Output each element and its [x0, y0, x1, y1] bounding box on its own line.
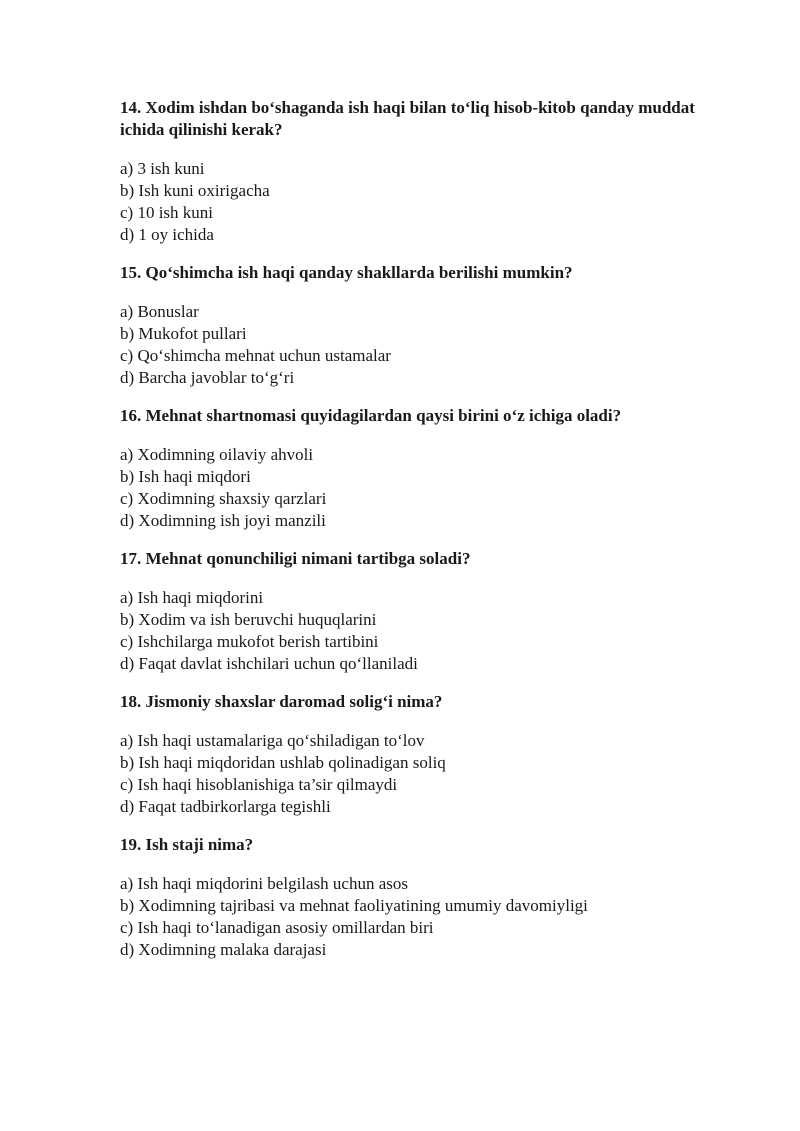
question-title: 19. Ish staji nima?: [120, 835, 254, 854]
answer-options: [120, 444, 720, 532]
question-16: [120, 405, 720, 532]
question-17: [120, 548, 720, 675]
answer-options: [120, 873, 720, 961]
answer-option-d: d) Faqat davlat ishchilari uchun qo‘llaniladi: [120, 654, 418, 673]
question-15: [120, 262, 720, 389]
answer-option-b: b) Ish kuni oxirigacha: [120, 181, 270, 200]
answer-option-d: d) Barcha javoblar to‘g‘ri: [120, 368, 295, 387]
answer-options: [120, 158, 720, 246]
question-title: 15. Qo‘shimcha ish haqi qanday shakllarda berilishi mumkin?: [120, 263, 573, 282]
answer-option-c: c) Qo‘shimcha mehnat uchun ustamalar: [120, 346, 391, 365]
document-page: [120, 97, 720, 977]
answer-option-c: c) 10 ish kuni: [120, 203, 214, 222]
answer-option-a: a) 3 ish kuni: [120, 159, 205, 178]
answer-options: [120, 587, 720, 675]
answer-option-a: a) Xodimning oilaviy ahvoli: [120, 445, 314, 464]
answer-option-c: c) Xodimning shaxsiy qarzlari: [120, 489, 327, 508]
answer-option-b: b) Ish haqi miqdori: [120, 467, 251, 486]
answer-option-a: a) Bonuslar: [120, 302, 199, 321]
question-18: [120, 691, 720, 818]
answer-option-b: b) Mukofot pullari: [120, 324, 247, 343]
question-14: [120, 97, 720, 246]
answer-option-d: d) 1 oy ichida: [120, 225, 214, 244]
question-title: 17. Mehnat qonunchiligi nimani tartibga soladi?: [120, 549, 471, 568]
answer-option-a: a) Ish haqi ustamalariga qo‘shiladigan to‘lov: [120, 731, 425, 750]
question-title: 18. Jismoniy shaxslar daromad solig‘i nima?: [120, 692, 443, 711]
answer-options: [120, 301, 720, 389]
answer-options: [120, 730, 720, 818]
answer-option-b: b) Xodim va ish beruvchi huquqlarini: [120, 610, 377, 629]
question-19: [120, 834, 720, 961]
answer-option-b: b) Ish haqi miqdoridan ushlab qolinadigan soliq: [120, 753, 446, 772]
answer-option-c: c) Ish haqi to‘lanadigan asosiy omillardan biri: [120, 918, 434, 937]
answer-option-a: a) Ish haqi miqdorini: [120, 588, 264, 607]
question-title: 16. Mehnat shartnomasi quyidagilardan qaysi birini o‘z ichiga oladi?: [120, 406, 622, 425]
answer-option-c: c) Ish haqi hisoblanishiga ta’sir qilmaydi: [120, 775, 398, 794]
question-title: 14. Xodim ishdan bo‘shaganda ish haqi bilan to‘liq hisob-kitob qanday muddat ichida qilinishi kerak?: [120, 98, 695, 139]
answer-option-b: b) Xodimning tajribasi va mehnat faoliyatining umumiy davomiyligi: [120, 896, 588, 915]
answer-option-d: d) Xodimning malaka darajasi: [120, 940, 327, 959]
answer-option-a: a) Ish haqi miqdorini belgilash uchun asos: [120, 874, 409, 893]
answer-option-d: d) Xodimning ish joyi manzili: [120, 511, 326, 530]
answer-option-d: d) Faqat tadbirkorlarga tegishli: [120, 797, 331, 816]
answer-option-c: c) Ishchilarga mukofot berish tartibini: [120, 632, 379, 651]
